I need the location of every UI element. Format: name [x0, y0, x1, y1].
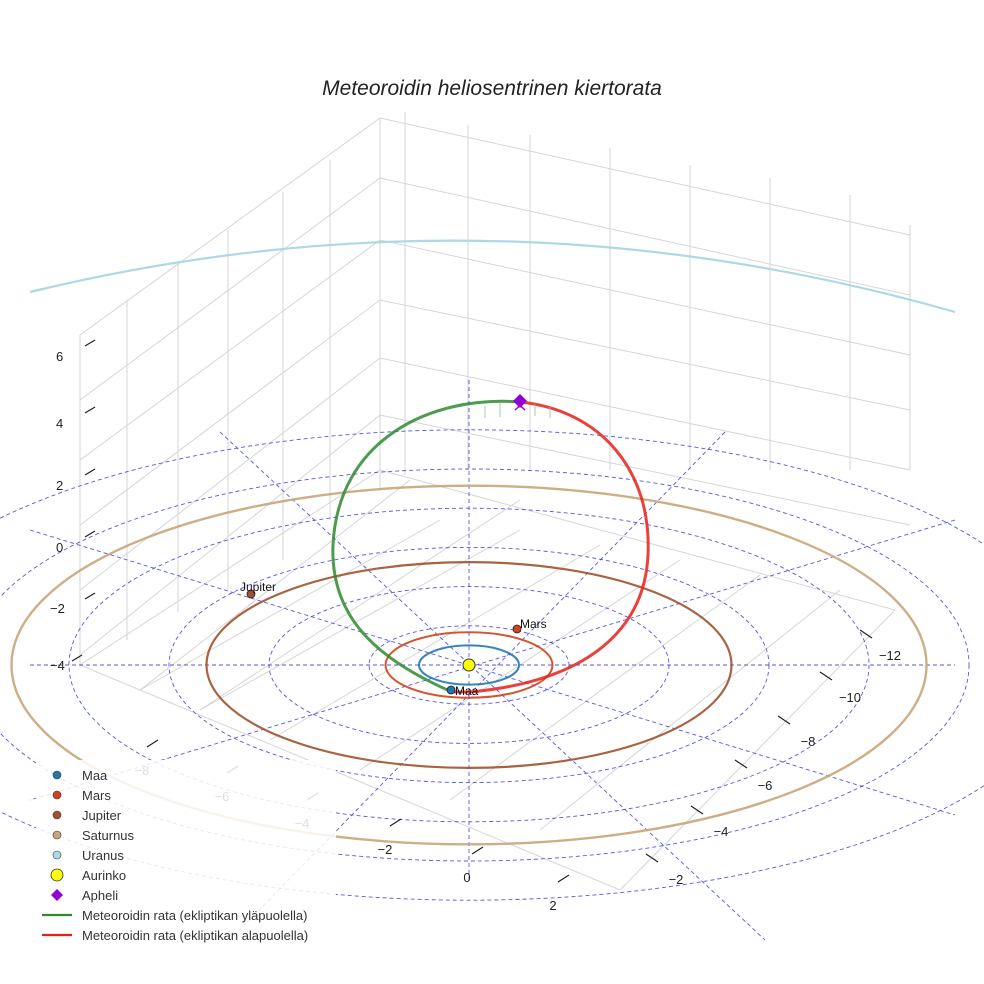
grid-line	[380, 178, 910, 295]
x-tick-label: −8	[800, 734, 816, 749]
legend-apheli-label: Apheli	[82, 888, 119, 903]
x-tick-label: −4	[713, 824, 729, 839]
y-tick	[558, 875, 569, 882]
legend-jupiter-swatch	[53, 811, 61, 819]
legend-saturnus-label: Saturnus	[82, 828, 135, 843]
grid-line	[620, 610, 895, 890]
grid-line	[200, 500, 520, 710]
y-tick-label: 0	[463, 870, 471, 885]
z-tick-label: 2	[56, 478, 64, 493]
z-tick-label: −2	[50, 601, 65, 616]
maa-label: Maa	[455, 684, 479, 698]
chart-title: Meteoroidin heliosentrinen kiertorata	[322, 77, 662, 100]
legend-uranus-swatch	[53, 851, 61, 859]
z-tick	[85, 531, 95, 537]
mars-label: Mars	[520, 617, 547, 631]
legend-aurinko-label: Aurinko	[82, 868, 127, 883]
grid-line	[380, 300, 910, 410]
legend-saturnus-swatch	[53, 831, 61, 839]
sun-marker	[463, 659, 475, 671]
x-tick	[646, 854, 658, 862]
y-tick	[390, 819, 401, 826]
grid-line	[380, 470, 895, 610]
grid-line	[80, 300, 380, 525]
earth-marker	[447, 686, 455, 694]
jupiter-label: Jupiter	[240, 580, 277, 594]
y-tick-label: 2	[549, 898, 557, 913]
legend-lower-label: Meteoroidin rata (ekliptikan alapuolella)	[82, 928, 309, 943]
x-tick	[860, 630, 872, 638]
grid-line	[80, 178, 380, 400]
grid-line	[140, 520, 440, 690]
legend-mars-swatch	[53, 791, 61, 799]
grid-line	[80, 118, 380, 335]
z-tick-label: 4	[56, 416, 64, 431]
grid-line	[380, 240, 910, 355]
grid-line	[200, 530, 520, 710]
legend-aurinko-swatch	[51, 869, 63, 881]
x-tick-label: −6	[757, 778, 773, 793]
x-tick-label: −12	[878, 648, 902, 663]
y-tick	[472, 847, 483, 854]
z-tick-label: 0	[56, 540, 64, 555]
z-tick	[85, 593, 95, 599]
legend	[36, 760, 336, 945]
grid-line	[80, 358, 380, 590]
legend-maa-label: Maa	[82, 768, 108, 783]
legend-mars-label: Mars	[82, 788, 111, 803]
legend-maa-swatch	[53, 771, 61, 779]
z-tick-label: −4	[50, 658, 65, 673]
x-tick-label: −10	[838, 690, 862, 705]
legend-uranus-label: Uranus	[82, 848, 124, 863]
grid-line	[380, 118, 910, 235]
z-tick	[85, 469, 95, 475]
x-tick-label: −2	[668, 872, 684, 887]
legend-upper-label: Meteoroidin rata (ekliptikan yläpuolella)	[82, 908, 308, 923]
z-tick	[85, 340, 95, 346]
grid-line	[80, 240, 380, 460]
y-tick-label: −2	[377, 842, 393, 857]
z-tick-label: 6	[56, 349, 64, 364]
trajectory-lower	[452, 402, 648, 692]
legend-jupiter-label: Jupiter	[82, 808, 122, 823]
planet-orbits	[12, 241, 956, 845]
uranus-orbit	[30, 241, 955, 312]
grid-line	[380, 358, 910, 470]
z-tick	[85, 407, 95, 413]
y-tick	[147, 740, 158, 747]
